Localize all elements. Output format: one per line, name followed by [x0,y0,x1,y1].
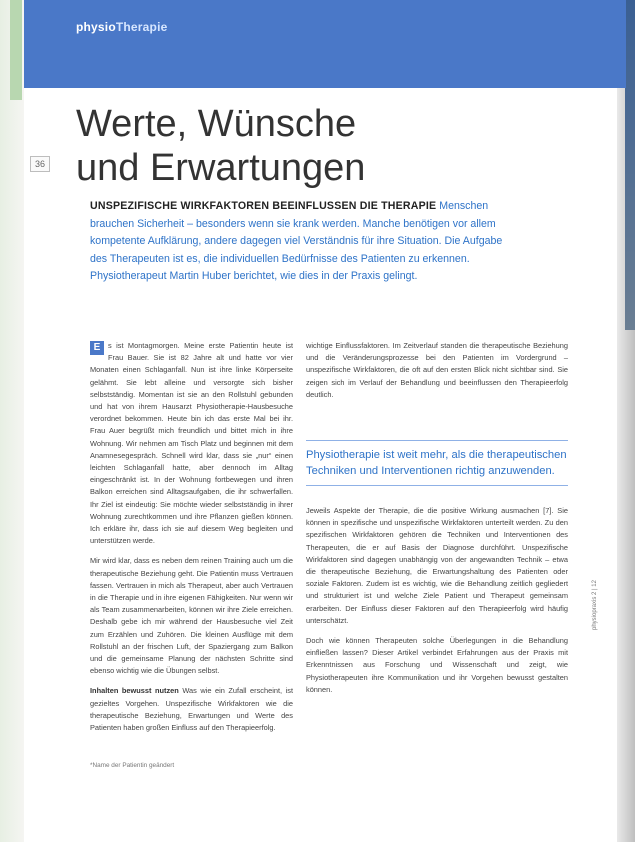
vertical-side-text: physiopraxis 2 | 12 [592,580,598,630]
title-line-1: Werte, Wünsche [76,103,357,145]
right-page-accent [625,0,635,330]
brand-part1: physio [76,20,116,34]
title-line-2: und Erwartungen [76,147,366,189]
left-subhead: Inhalten bewusst nutzen [90,686,179,696]
right-paragraph-1: wichtige Einflussfaktoren. Im Zeitverlauf standen die therapeutische Beziehung und die Veränderungsprozesse bei den Patienten im Vordergrund – unspezifische Wirkfaktoren, die oft auf den ersten Blick nicht sichtbar sind. Sie zeigen sich im Verlauf der Behandlung und beeinflussen den Therapieerfolg deutlich. [306,341,568,399]
body-column-left [90,340,293,742]
left-page-accent [10,0,22,100]
lead-kicker: UNSPEZIFISCHE WIRKFAKTOREN BEEINFLUSSEN DIE THERAPIE [90,200,437,212]
right-paragraph-3: Doch wie können Therapeuten solche Überlegungen in die Behandlung einfließen lassen? Dieser Artikel verbindet Erfahrungen aus der Praxis mit Erkenntnissen aus Forschung und Wissenschaft und zeigt, wie Physiotherapeuten ihre Kommunikation und ihr Vorgehen bewusst gestalten können. [306,636,568,694]
lead-paragraph [90,198,505,286]
left-paragraph-2: Mir wird klar, dass es neben dem reinen Training auch um die therapeutische Beziehung geht. Die Patientin muss Vertrauen fassen. Vertrauen in mich als Therapeut, aber auch Vertrauen in die Therapie und in ihre eigenen Fähigkeiten. Nur wenn wir als Team zusammenarbeiten, können wir ihre Ziele erreichen. Deshalb gebe ich mir während der Hausbesuche viel Zeit zum Erzählen und Zuhören. Die kleinen Ausflüge mit dem Rollstuhl an der frischen Luft, der Spaziergang zum Balkon und die gemeinsame Planung der nächsten Schritte sind ebenso wichtig wie die Übungen selbst. [90,556,293,676]
drop-cap: E [90,341,104,355]
article-title [76,102,365,190]
vertical-side-label [592,580,602,790]
header-band [24,0,626,88]
left-paragraph-1-text: s ist Montagmorgen. Meine erste Patientin heute ist Frau Bauer. Sie ist 82 Jahre alt und hatte vor vier Monaten einen Schlaganfall. Nun ist ihre linke Körperseite gelähmt. Sie lebt alleine und versorgte sich bisher selbstständig. Momentan ist sie an den Rollstuhl gebunden und hat von ihrem Hausarzt Physiotherapie-Hausbesuche verordnet bekommen. Heute bin ich das erste Mal bei ihr. Frau Auer begrüßt mich freundlich und bittet mich in ihre Wohnung. Wir nehmen am Tisch Platz und beginnen mit dem Anamnesegespräch. Schnell wird klar, dass sie „nur“ einen leichten Schlaganfall hatte, aber dennoch im Alltag eingeschränkt ist. In der Wohnung fortbewegen und ihren Balkon erreichen sind Alltagsaufgaben, die ihr schwerfallen. Ihr Ziel ist eindeutig: Sie möchte wieder selbstständig in ihrer Wohnung zurechtkommen und ihre Pflanzen gießen können. Ich erkläre ihr, dass ich sie auf diesem Weg begleiten und unterstützen werde. [90,341,293,546]
left-paragraph-3 [90,685,293,734]
lead-text: Menschen brauchen Sicherheit – besonders wenn sie krank werden. Manche benötigen vor allem kompetente Aufklärung, andere dagegen viel Verständnis für ihre Situation. Die Aufgabe des Therapeuten ist es, die individuellen Bedürfnisse des Patienten zu erkennen. Physiotherapeut Martin Huber berichtet, wie dies in der Praxis gelingt. [90,200,503,282]
left-paragraph-3-text: Was wie ein Zufall erscheint, ist gezieltes Vorgehen. Unspezifische Wirkfaktoren wie die therapeutische Beziehung, Erwartungen und Werte des Patienten haben großen Einfluss auf den Therapieerfolg. [90,686,293,733]
left-paragraph-1 [90,340,293,547]
brand-part2: Therapie [115,20,168,34]
section-brand [76,20,168,34]
left-page-edge [0,0,24,842]
pull-quote: Physiotherapie ist weit mehr, als die therapeutischen Techniken und Interventionen richtig anzuwenden. [306,440,568,486]
footnote: *Name der Patientin geändert [90,762,175,769]
page-number-marker: 36 [30,156,50,172]
body-column-right [306,340,568,704]
right-paragraph-2: Jeweils Aspekte der Therapie, die die positive Wirkung ausmachen [7]. Sie können in spezifische und unspezifische Wirkfaktoren unterteilt werden. Zu den spezifischen Wirkfaktoren gehören die Techniken und Interventionen des Therapeuten, die er auf Basis der Diagnose durchführt. Unspezifische Wirkfaktoren sind dagegen unabhängig von der angewandten Technik – etwa die therapeutische Beziehung, die Erwartungshaltung des Patienten oder soziale Faktoren. Zudem ist es wichtig, wie die Behandlung zeitlich gegliedert und strukturiert ist und welche Ziele Patient und Therapeut gemeinsam erarbeiten. Der Einfluss dieser Faktoren auf den Therapieerfolg wird häufig unterschätzt. [306,506,568,625]
